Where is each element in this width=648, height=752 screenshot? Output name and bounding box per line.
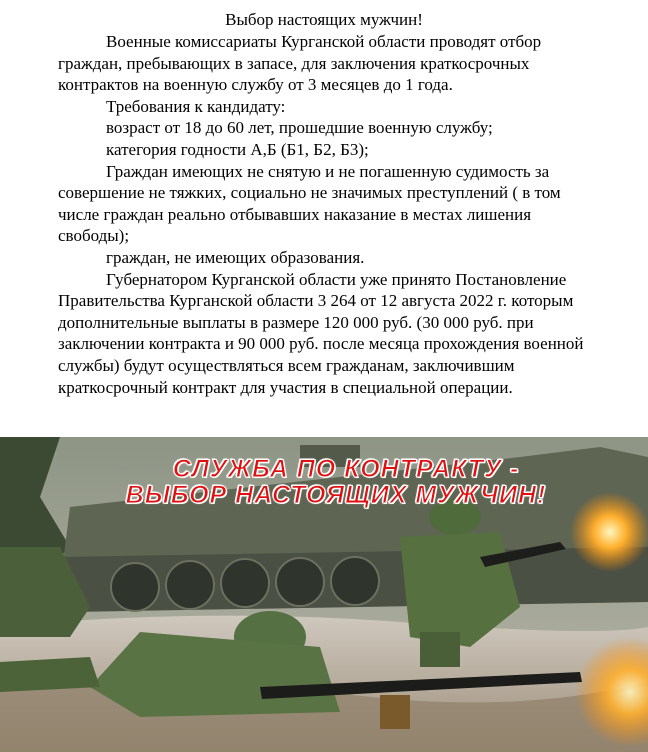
document-body [58, 31, 606, 398]
paragraph-conviction: Граждан имеющих не снятую и не погашенную судимость за совершение не тяжких, социально не значимых преступлений ( в том числе граждан реально отбывавших наказание в местах лишения свободы); [58, 161, 561, 246]
paragraph-category: категория годности А,Б (Б1, Б2, Б3); [106, 139, 369, 159]
poster-headline-line1: СЛУЖБА ПО КОНТРАКТУ - [172, 455, 520, 483]
paragraph-requirements-heading: Требования к кандидату: [106, 96, 286, 116]
poster-headline-line2: ВЫБОР НАСТОЯЩИХ МУЖЧИН! [125, 481, 547, 509]
paragraph-payments: Губернатором Курганской области уже принято Постановление Правительства Курганской области 3 264 от 12 августа 2022 г. которым дополнительные выплаты в размере 120 000 руб. (30 000 руб. при заключении контракта и 90 000 руб. после месяца прохождения военной службы) будут осуществляться всем гражданам, заключившим краткосрочный контракт для участия в специальной операции. [58, 269, 584, 397]
paragraph-education: граждан, не имеющих образования. [106, 247, 365, 267]
document-title: Выбор настоящих мужчин! [225, 10, 423, 29]
paragraph-age: возраст от 18 до 60 лет, прошедшие военную службу; [106, 118, 493, 138]
paragraph-intro: Военные комиссариаты Курганской области проводят отбор граждан, пребывающих в запасе, для заключения краткосрочных контрактов на военную службу от 3 месяцев до 1 года. [58, 32, 542, 95]
recruitment-poster [0, 437, 648, 752]
